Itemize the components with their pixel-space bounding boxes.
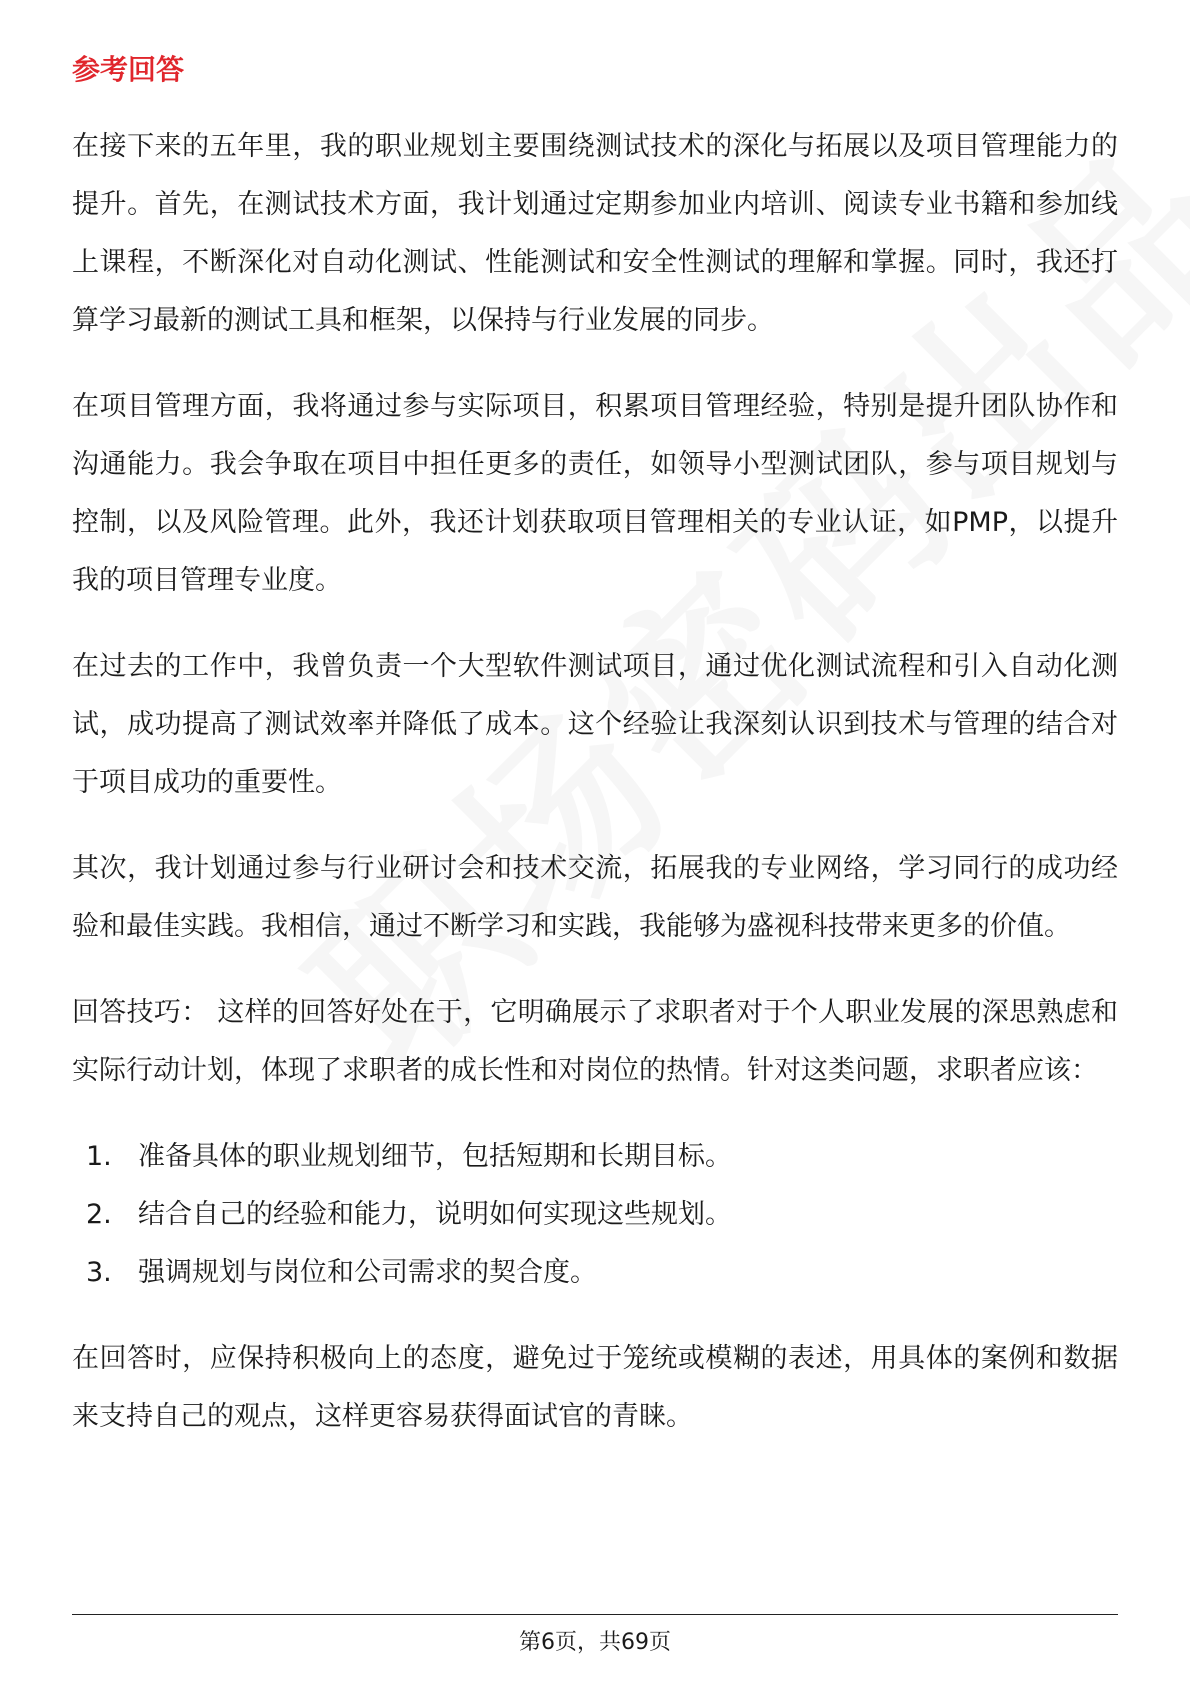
list-item xyxy=(72,1186,1118,1244)
page-number: 第6页，共69页 xyxy=(519,1630,671,1655)
list-item-text: 强调规划与岗位和公司需求的契合度。 xyxy=(138,1257,597,1288)
list-item-number: 2. xyxy=(86,1199,112,1230)
list-item-number: 1. xyxy=(86,1141,112,1172)
answer-paragraph-3: 在过去的工作中，我曾负责一个大型软件测试项目，通过优化测试流程和引入自动化测试，成功提高了测试效率并降低了成本。这个经验让我深刻认识到技术与管理的结合对于项目成功的重要性。 xyxy=(72,651,1118,798)
list-item-number: 3. xyxy=(86,1257,112,1288)
answer-paragraph-2: 在项目管理方面，我将通过参与实际项目，积累项目管理经验，特别是提升团队协作和沟通能力。我会争取在项目中担任更多的责任，如领导小型测试团队，参与项目规划与控制，以及风险管理。此外，我还计划获取项目管理相关的专业认证，如PMP，以提升我的项目管理专业度。 xyxy=(72,391,1118,596)
tips-label: 回答技巧： xyxy=(72,997,209,1028)
tips-text: 这样的回答好处在于，它明确展示了求职者对于个人职业发展的深思熟虑和实际行动计划，体现了求职者的成长性和对岗位的热情。针对这类问题，求职者应该： xyxy=(72,997,1119,1086)
tips-paragraph xyxy=(72,984,1118,1100)
list-item-text: 准备具体的职业规划细节，包括短期和长期目标。 xyxy=(138,1141,732,1172)
page-content xyxy=(72,50,1118,1474)
answer-paragraph-1: 在接下来的五年里，我的职业规划主要围绕测试技术的深化与拓展以及项目管理能力的提升。首先，在测试技术方面，我计划通过定期参加业内培训、阅读专业书籍和参加线上课程，不断深化对自动化测试、性能测试和安全性测试的理解和掌握。同时，我还打算学习最新的测试工具和框架，以保持与行业发展的同步。 xyxy=(72,131,1118,336)
answer-paragraph-4: 其次，我计划通过参与行业研讨会和技术交流，拓展我的专业网络，学习同行的成功经验和最佳实践。我相信，通过不断学习和实践，我能够为盛视科技带来更多的价值。 xyxy=(72,853,1118,942)
list-item-text: 结合自己的经验和能力，说明如何实现这些规划。 xyxy=(138,1199,732,1230)
closing-paragraph: 在回答时，应保持积极向上的态度，避免过于笼统或模糊的表述，用具体的案例和数据来支持自己的观点，这样更容易获得面试官的青睐。 xyxy=(72,1343,1118,1432)
section-title: 参考回答 xyxy=(72,53,185,86)
tips-list xyxy=(72,1128,1118,1302)
footer-divider xyxy=(72,1614,1118,1615)
list-item xyxy=(72,1244,1118,1302)
list-item xyxy=(72,1128,1118,1186)
